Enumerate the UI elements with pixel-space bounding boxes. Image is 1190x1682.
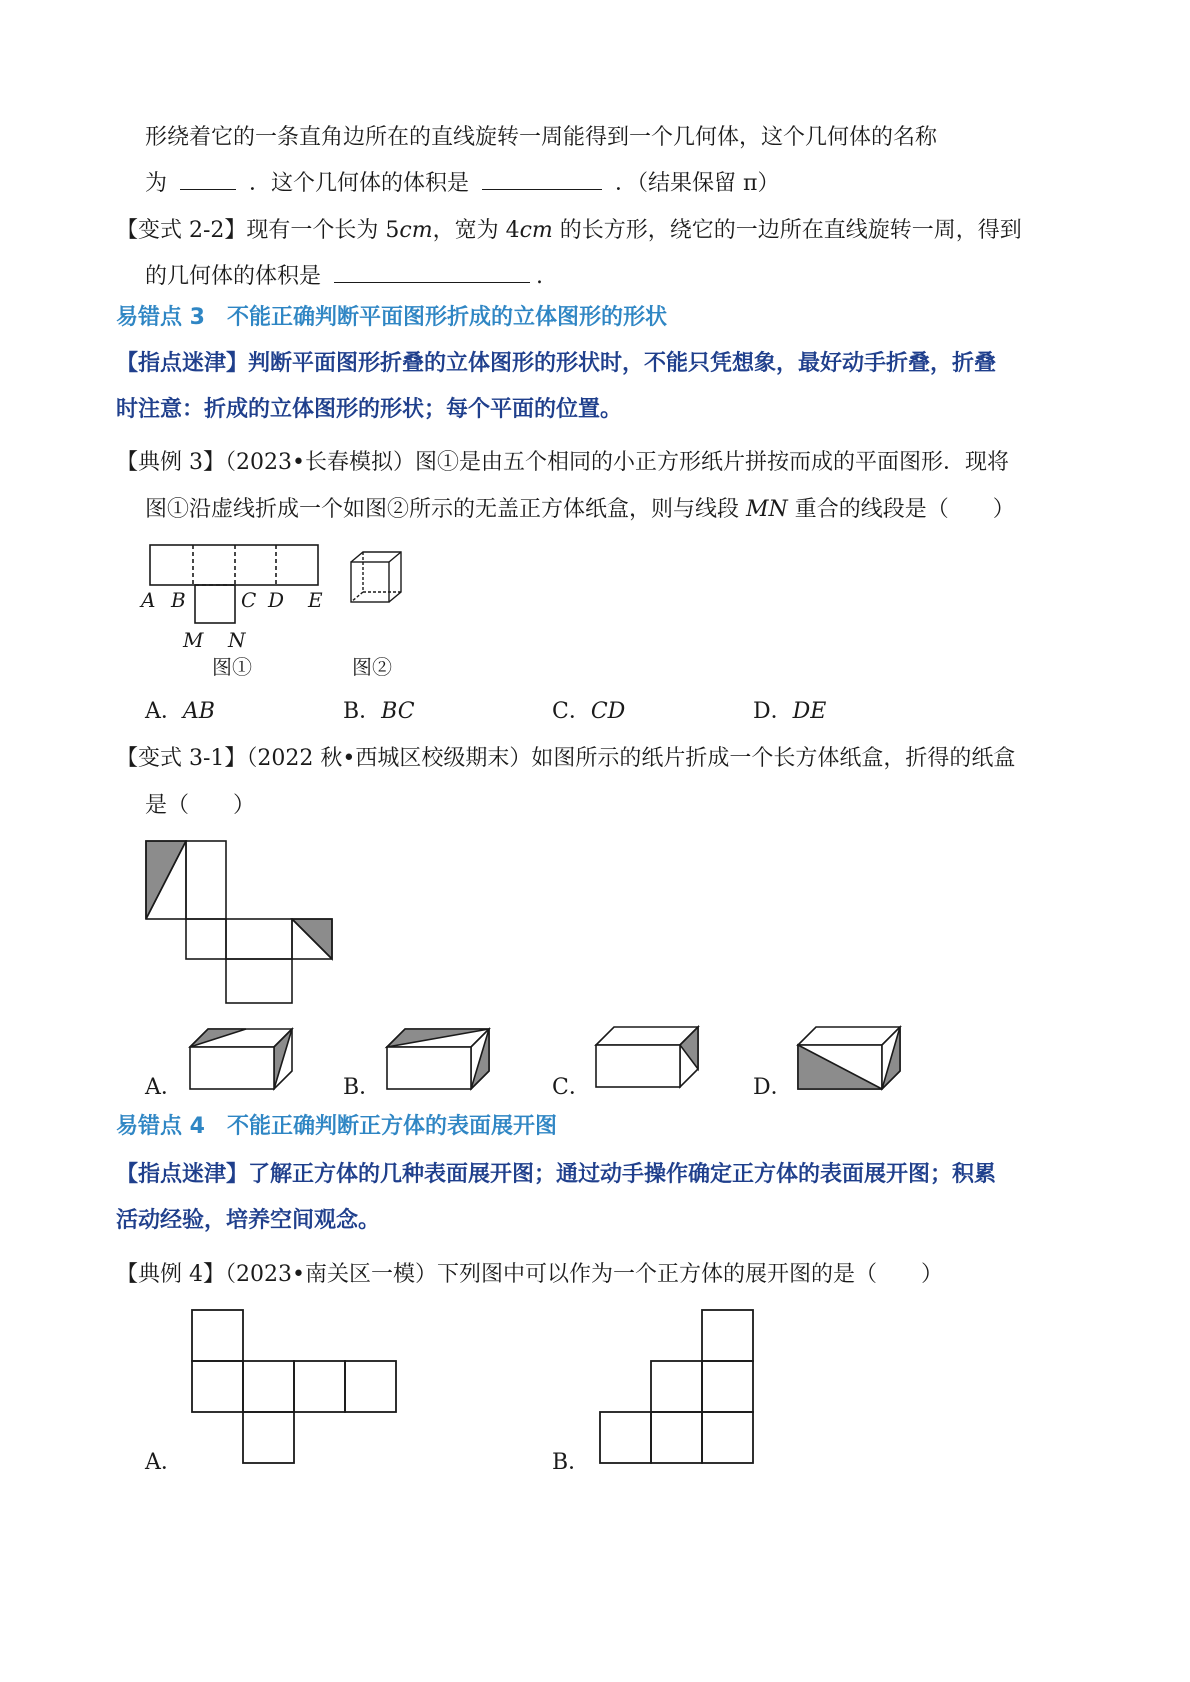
variant-2-1-text-a: 为 — [145, 171, 168, 196]
label-a: A — [141, 588, 156, 612]
box-option-d[interactable] — [794, 1023, 904, 1093]
box-option-a[interactable] — [186, 1025, 296, 1093]
example-4-option-b[interactable]: B． — [552, 1450, 591, 1475]
tip-3-line2: 时注意：折成的立体图形的形状；每个平面的位置。 — [116, 397, 623, 422]
variant-2-1-line2 — [145, 169, 779, 199]
example-3-text-a: 图①沿虚线折成一个如图②所示的无盖正方体纸盒，则与线段 — [145, 497, 746, 522]
variant-2-2-text-a: 现有一个长为 — [246, 218, 386, 243]
figure-2-caption: 图② — [352, 655, 392, 679]
answer-blank-volume[interactable] — [482, 169, 602, 190]
option-value: CD — [590, 699, 626, 724]
net-top-row — [150, 545, 318, 585]
variant-2-1-text-b: ．这个几何体的体积是 — [249, 171, 470, 196]
width-value: 4 — [505, 218, 520, 243]
example-3-line2 — [145, 495, 1015, 525]
error-point-3-heading: 易错点 3 不能正确判断平面图形折成的立体图形的形状 — [116, 305, 667, 330]
label-b: B — [171, 588, 186, 612]
figure-1-caption: 图① — [212, 655, 252, 679]
example-3-option-a[interactable] — [145, 697, 215, 727]
figure-2-open-cube — [347, 548, 407, 608]
segment-mn: MN — [746, 497, 788, 522]
label-c: C — [241, 588, 257, 612]
variant-3-1-line1: 【变式 3-1】（2022 秋•西城区校级期末）如图所示的纸片折成一个长方体纸盒，折得的纸盒 — [116, 746, 1016, 771]
example-4-net-b[interactable] — [596, 1306, 761, 1471]
variant-3-1-option-a[interactable]: A． — [145, 1075, 183, 1100]
example-3-line1: 【典例 3】（2023•长春模拟）图①是由五个相同的小正方形纸片拼按而成的平面图形．现将 — [116, 450, 1009, 475]
example-3-option-b[interactable] — [343, 697, 415, 727]
length-value: 5 — [385, 218, 400, 243]
variant-3-1-option-b[interactable]: B． — [343, 1075, 382, 1100]
tip-3-line1: 【指点迷津】判断平面图形折叠的立体图形的形状时，不能只凭想象，最好动手折叠，折叠 — [116, 351, 997, 376]
variant-3-1-option-d[interactable]: D． — [753, 1075, 793, 1100]
example-3-option-d[interactable] — [753, 697, 826, 727]
option-value: BC — [381, 699, 415, 724]
box-option-c[interactable] — [592, 1023, 702, 1091]
width-unit: cm — [519, 218, 553, 243]
net-bottom-square — [195, 585, 235, 623]
example-3-text-b: 重合的线段是（ ） — [787, 497, 1015, 522]
variant-2-2-tag: 【变式 2-2】 — [116, 218, 247, 243]
tip-4-line1: 【指点迷津】了解正方体的几种表面展开图；通过动手操作确定正方体的表面展开图；积累 — [116, 1162, 997, 1187]
label-d: D — [268, 588, 285, 612]
option-letter: D． — [753, 699, 793, 724]
variant-2-1-text-c: ．（结果保留 π） — [615, 171, 780, 196]
tip-4-line2: 活动经验，培养空间观念。 — [116, 1208, 381, 1233]
option-value: DE — [792, 699, 827, 724]
variant-3-1-option-c[interactable]: C． — [552, 1075, 591, 1100]
variant-3-1-net — [140, 835, 365, 1010]
example-3-option-c[interactable] — [552, 697, 625, 727]
variant-2-2-line1 — [116, 216, 1022, 246]
variant-2-2-line2-text: 的几何体的体积是 — [145, 264, 322, 289]
variant-2-1-line1: 形绕着它的一条直角边所在的直线旋转一周能得到一个几何体，这个几何体的名称 — [145, 125, 938, 150]
example-4-option-a[interactable]: A． — [145, 1450, 183, 1475]
example-4-net-a[interactable] — [188, 1306, 403, 1471]
option-letter: A． — [145, 699, 183, 724]
variant-2-2-end: . — [536, 264, 544, 289]
option-letter: C． — [552, 699, 591, 724]
variant-2-2-text-c: 的长方形，绕它的一边所在直线旋转一周，得到 — [552, 218, 1022, 243]
label-m: M — [183, 628, 204, 652]
answer-blank-name[interactable] — [180, 169, 236, 190]
variant-2-2-text-b: ，宽为 — [432, 218, 506, 243]
error-point-4-heading: 易错点 4 不能正确判断正方体的表面展开图 — [116, 1114, 557, 1139]
option-value: AB — [182, 699, 215, 724]
box-option-b[interactable] — [383, 1025, 493, 1093]
label-e: E — [308, 588, 323, 612]
label-n: N — [228, 628, 246, 652]
variant-3-1-line2: 是（ ） — [145, 793, 256, 818]
variant-2-2-line2 — [145, 262, 543, 292]
example-4-line1: 【典例 4】（2023•南关区一模）下列图中可以作为一个正方体的展开图的是（ ） — [116, 1262, 943, 1287]
length-unit: cm — [399, 218, 433, 243]
answer-blank-2-2[interactable] — [334, 262, 530, 283]
option-letter: B． — [343, 699, 382, 724]
